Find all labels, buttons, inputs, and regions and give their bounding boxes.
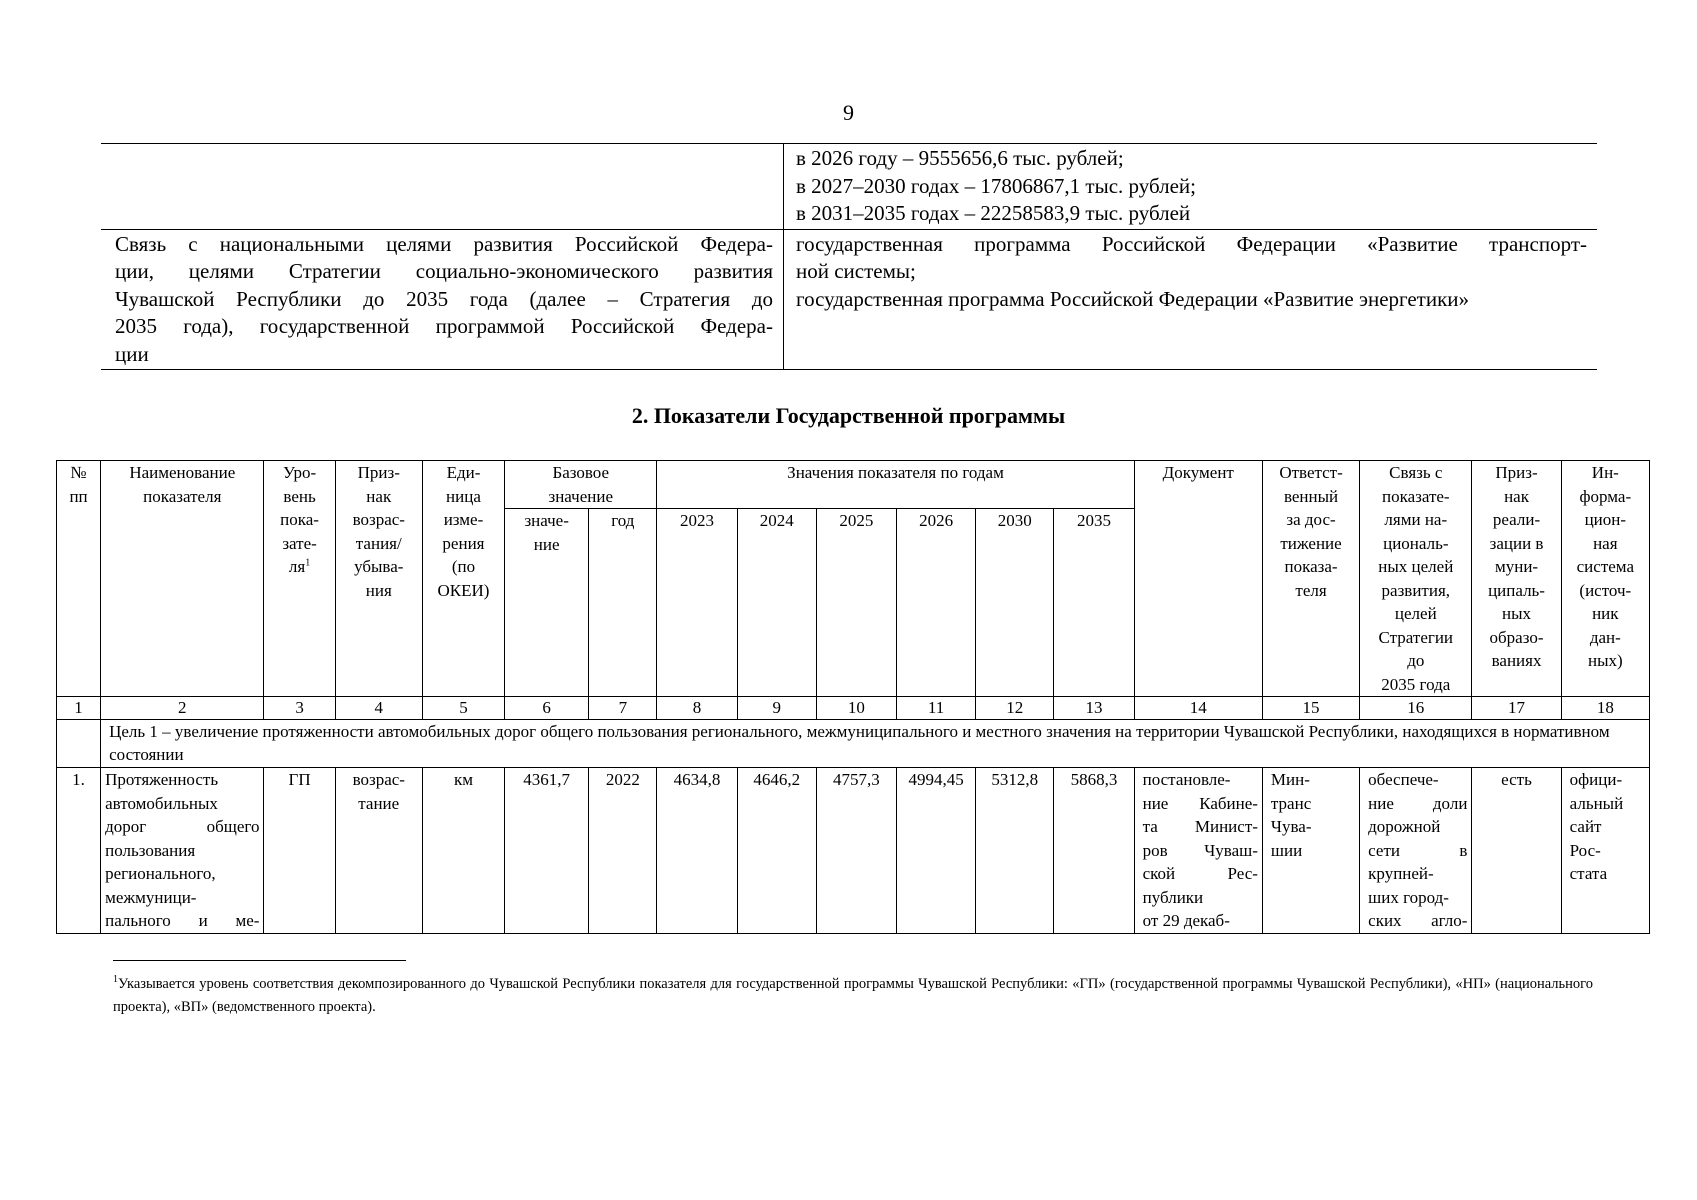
passport-table	[101, 143, 1597, 370]
link-label-line: ции	[115, 341, 149, 366]
column-number: 12	[976, 697, 1054, 720]
link-label-line: Чувашской Республики до 2035 года (далее – Стратегия до	[115, 286, 773, 311]
row-base-value: 4361,7	[505, 768, 589, 934]
header-unit: Еди- ница изме- рения (по ОКЕИ)	[422, 461, 504, 697]
column-number: 7	[589, 697, 657, 720]
funding-label-cell	[101, 144, 784, 229]
header-municipal: Приз- нак реали- зации в муни- ципаль- ных образо- ваниях	[1472, 461, 1561, 697]
funding-line: в 2026 году – 9555656,6 тыс. рублей;	[796, 146, 1124, 170]
column-number: 10	[816, 697, 896, 720]
header-year: 2030	[976, 509, 1054, 697]
link-value-line: государственная программа Российской Федерации «Развитие транспорт-	[796, 231, 1587, 256]
header-name: Наименование показателя	[101, 461, 264, 697]
column-number: 8	[657, 697, 737, 720]
header-base: Базовое значение	[505, 461, 657, 509]
header-years-group: Значения показателя по годам	[657, 461, 1134, 509]
column-number: 16	[1360, 697, 1472, 720]
row-value-2025: 4757,3	[816, 768, 896, 934]
column-number: 5	[422, 697, 504, 720]
column-number: 14	[1134, 697, 1262, 720]
header-document: Документ	[1134, 461, 1262, 697]
table-row	[57, 768, 1650, 934]
header-base-year: год	[589, 509, 657, 697]
link-row	[101, 229, 1597, 370]
row-value-2030: 5312,8	[976, 768, 1054, 934]
row-municipal: есть	[1472, 768, 1561, 934]
column-number: 1	[57, 697, 101, 720]
header-year: 2035	[1054, 509, 1134, 697]
row-trend: возрас- тание	[335, 768, 422, 934]
link-label-line: 2035 года), государственной программой Российской Федера-	[115, 314, 773, 338]
column-numbers-row	[57, 697, 1650, 720]
indicators-table	[56, 460, 1650, 934]
row-value-2026: 4994,45	[897, 768, 976, 934]
row-base-year: 2022	[589, 768, 657, 934]
row-document: постановле- ние Кабине- та Минист- ров Чуваш- ской Рес- публики от 29 декаб-	[1134, 768, 1262, 934]
page-number: 9	[843, 100, 854, 125]
column-number: 4	[335, 697, 422, 720]
header-info: Ин- форма- цион- ная система (источ- ник дан- ных)	[1561, 461, 1649, 697]
header-year: 2023	[657, 509, 737, 697]
header-level: Уро- вень пока- зате- $ля^1$	[264, 461, 335, 697]
header-base-value: значе- ние	[505, 509, 589, 697]
header-row-1	[57, 461, 1650, 509]
link-value-cell	[784, 230, 1597, 370]
row-value-2023: 4634,8	[657, 768, 737, 934]
header-link: Связь с показате- лями на- циональ- ных целей развития, целей Стратегии до 2035 года	[1360, 461, 1472, 697]
row-num: 1.	[57, 768, 101, 934]
column-number: 17	[1472, 697, 1561, 720]
section-title: 2. Показатели Государственной программы	[631, 403, 1066, 428]
column-number: 9	[737, 697, 816, 720]
footnote-divider	[113, 960, 406, 961]
funding-value-cell	[784, 144, 1597, 229]
row-responsible: Мин- транс Чува- шии	[1262, 768, 1359, 934]
goal-row	[57, 720, 1650, 768]
goal-num-cell	[57, 720, 101, 768]
link-label-line: Связь с национальными целями развития Российской Федера-	[115, 231, 773, 256]
column-number: 2	[101, 697, 264, 720]
header-year: 2024	[737, 509, 816, 697]
row-info: офици- альный сайт Рос- стата	[1561, 768, 1649, 934]
funding-row	[101, 144, 1597, 229]
footnote-marker: 1	[113, 974, 118, 986]
column-number: 11	[897, 697, 976, 720]
column-number: 18	[1561, 697, 1649, 720]
row-unit: км	[422, 768, 504, 934]
row-name: Протяженность автомобильных дорог общего пользования регионального, межмуници- пального и ме-	[101, 768, 264, 934]
row-value-2035: 5868,3	[1054, 768, 1134, 934]
column-number: 3	[264, 697, 335, 720]
header-responsible: Ответст- венный за дос- тижение показа- теля	[1262, 461, 1359, 697]
link-value-line: государственная программа Российской Федерации «Развитие энергетики»	[796, 286, 1470, 311]
link-label-cell	[101, 230, 784, 370]
footnote-ref: 1	[305, 557, 311, 569]
link-label-line: ции, целями Стратегии социально-экономического развития	[115, 259, 773, 283]
row-value-2024: 4646,2	[737, 768, 816, 934]
column-number: 15	[1262, 697, 1359, 720]
row-link: обеспече- ние доли дорожной сети в крупней- ших город- ских агло-	[1360, 768, 1472, 934]
footnote	[113, 973, 1593, 1019]
link-value-line: ной системы;	[796, 259, 916, 283]
footnote-text: Указывается уровень соответствия декомпозированного до Чувашской Республики показателя для государственной программы Чувашской Республики: «ГП» (государственной программы Чувашской Республики), «НП» (национального проекта), «ВП» (ведомственного проекта).	[113, 976, 1593, 1015]
column-number: 13	[1054, 697, 1134, 720]
funding-line: в 2027–2030 годах – 17806867,1 тыс. рублей;	[796, 173, 1196, 198]
header-year: 2026	[897, 509, 976, 697]
goal-text: Цель 1 – увеличение протяженности автомобильных дорог общего пользования регионального, межмуниципального и местного значения на территории Чувашской Республики, находящихся в нормативном состоянии	[101, 720, 1650, 768]
header-num: № пп	[57, 461, 101, 697]
column-number: 6	[505, 697, 589, 720]
row-level: ГП	[264, 768, 335, 934]
header-trend: Приз- нак возрас- тания/ убыва- ния	[335, 461, 422, 697]
header-year: 2025	[816, 509, 896, 697]
funding-line: в 2031–2035 годах – 22258583,9 тыс. рублей	[796, 201, 1191, 225]
